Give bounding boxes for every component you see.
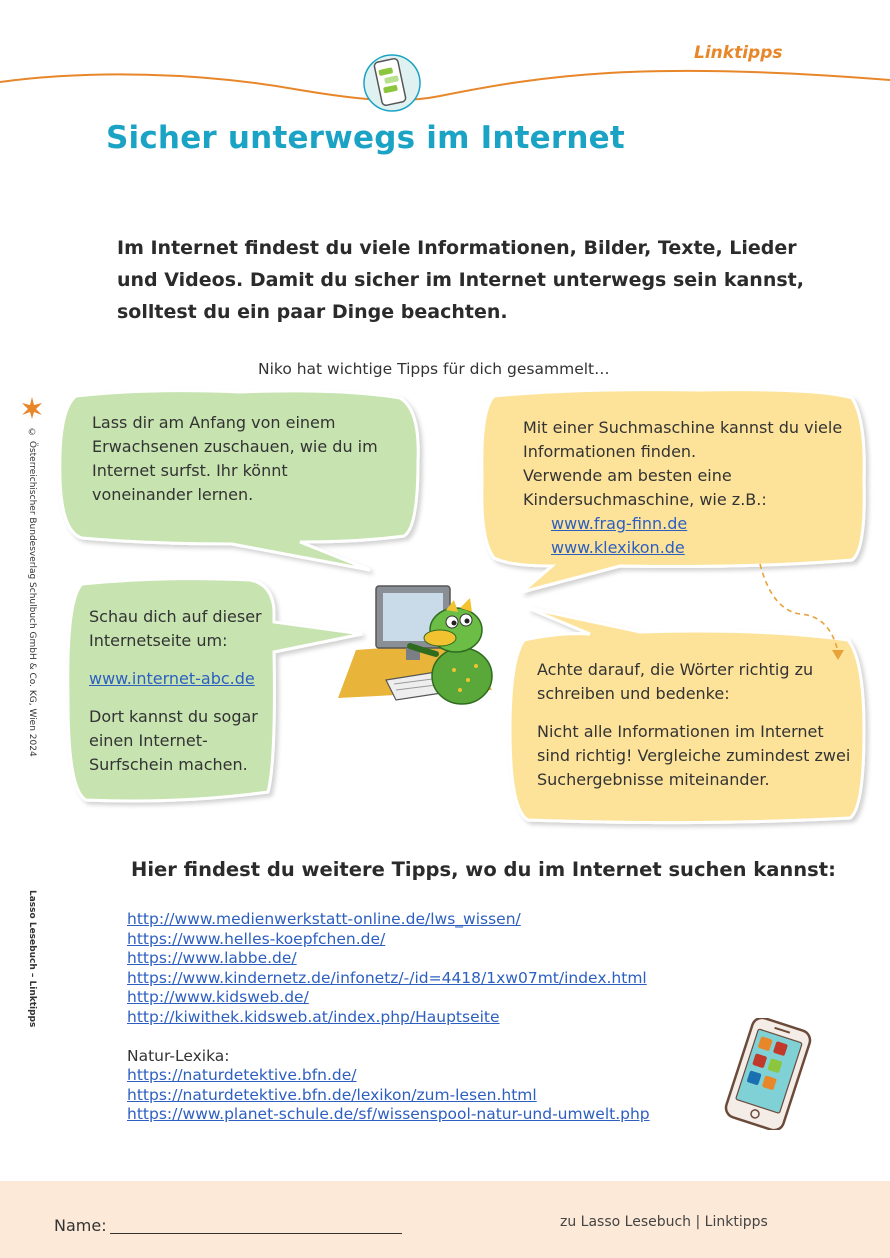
section-label: Linktipps xyxy=(694,43,783,63)
page-title: Sicher unterwegs im Internet xyxy=(106,120,625,156)
bubble-bottom-left-text2: Dort kannst du sogar einen Internet-Surfschein machen. xyxy=(89,707,258,774)
link-helles-koepfchen[interactable]: https://www.helles-koepfchen.de/ xyxy=(127,929,386,948)
bubble-bottom-right-text1: Achte darauf, die Wörter richtig zu schreiben und bedenke: xyxy=(537,660,814,703)
smartphone-icon xyxy=(708,1018,830,1130)
link-kiwithek[interactable]: http://kiwithek.kidsweb.at/index.php/Hauptseite xyxy=(127,1007,500,1026)
footer-source: zu Lasso Lesebuch | Linktipps xyxy=(560,1214,768,1230)
link-kidsweb[interactable]: http://www.kidsweb.de/ xyxy=(127,988,309,1007)
bubble-top-right xyxy=(523,416,853,560)
copyright-note: © Österreichischer Bundesverlag Schulbuch GmbH & Co. KG, Wien 2024 xyxy=(27,428,37,757)
more-tips-links xyxy=(127,910,650,1125)
link-medienwerkstatt[interactable]: http://www.medienwerkstatt-online.de/lws_wissen/ xyxy=(127,910,521,928)
publisher-logo-icon xyxy=(20,396,44,420)
link-internet-abc[interactable]: www.internet-abc.de xyxy=(89,669,255,688)
bubble-bottom-left-text1: Schau dich auf dieser Internetseite um: xyxy=(89,607,262,650)
link-frag-finn[interactable]: www.frag-finn.de xyxy=(551,514,688,533)
bubble-top-left-text: Lass dir am Anfang von einem Erwachsenen zuschauen, wie du im Internet surfst. Ihr könnt voneinander lernen. xyxy=(92,413,378,504)
niko-computer-illustration xyxy=(336,580,496,706)
natur-lexika-label: Natur-Lexika: xyxy=(127,1046,230,1065)
bubble-bottom-left xyxy=(89,605,279,777)
niko-caption: Niko hat wichtige Tipps für dich gesammelt… xyxy=(258,360,610,378)
name-label: Name: xyxy=(54,1216,107,1235)
link-klexikon[interactable]: www.klexikon.de xyxy=(551,538,685,557)
link-kindernetz[interactable]: https://www.kindernetz.de/infonetz/-/id=4418/1xw07mt/index.html xyxy=(127,968,647,987)
link-labbe[interactable]: https://www.labbe.de/ xyxy=(127,949,297,968)
bubble-bottom-right-text2: Nicht alle Informationen im Internet sind richtig! Vergleiche zumindest zwei Suchergebnisse miteinander. xyxy=(537,722,851,789)
bubble-top-right-text1: Mit einer Suchmaschine kannst du viele Informationen finden. xyxy=(523,418,843,461)
chat-phone-icon xyxy=(362,52,422,114)
link-planet-schule[interactable]: https://www.planet-schule.de/sf/wissenspool-natur-und-umwelt.php xyxy=(127,1105,650,1124)
bubble-top-right-text2: Verwende am besten eine Kindersuchmaschine, wie z.B.: xyxy=(523,466,767,509)
more-tips-heading: Hier findest du weitere Tipps, wo du im Internet suchen kannst: xyxy=(131,858,836,881)
name-line[interactable] xyxy=(110,1233,402,1234)
intro-paragraph: Im Internet findest du viele Informationen, Bilder, Texte, Lieder und Videos. Damit du sicher im Internet unterwegs sein kannst, solltest du ein paar Dinge beachten. xyxy=(117,237,804,323)
link-naturdetektive[interactable]: https://naturdetektive.bfn.de/ xyxy=(127,1066,357,1085)
bubble-bottom-right xyxy=(537,658,857,792)
link-naturdetektive-lexikon[interactable]: https://naturdetektive.bfn.de/lexikon/zum-lesen.html xyxy=(127,1085,537,1104)
book-label: Lasso Lesebuch – Linktipps xyxy=(27,890,37,1028)
